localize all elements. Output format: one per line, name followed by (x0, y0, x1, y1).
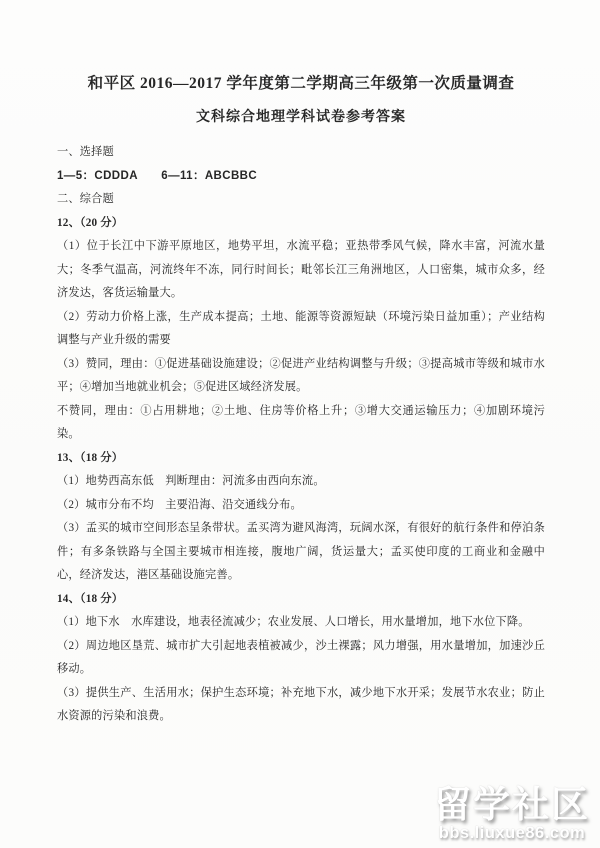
watermark (434, 786, 590, 842)
watermark-site-url: bbs.liuxue86.com (438, 824, 586, 842)
question-12-answer-1: （1）位于长江中下游平原地区，地势平坦，水流平稳；亚热带季风气候，降水丰富，河流水量大；冬季气温高，河流终年不冻，同行时间长；毗邻长江三角洲地区，人口密集，城市众多，经济发达，客货运输量大。 (57, 240, 545, 299)
question-13-header: 13、（18 分） (57, 451, 124, 464)
question-14-answer-3: （3）提供生产、生活用水；保护生态环境；补充地下水，减少地下水开采；发展节水农业；防止水资源的污染和浪费。 (57, 686, 545, 722)
section-heading-comprehensive: 二、综合题 (57, 193, 114, 205)
section-heading-multiple-choice: 一、选择题 (57, 146, 114, 158)
exam-title: 和平区 2016—2017 学年度第二学期高三年级第一次质量调查 (87, 75, 515, 92)
question-14-answer-1: （1）地下水 水库建设，地表径流减少；农业发展、人口增长，用水量增加，地下水位下降。 (57, 616, 530, 628)
question-12-answer-2: （2）劳动力价格上涨，生产成本提高；土地、能源等资源短缺（环境污染日益加重）；产业结构调整与产业升级的需要 (57, 310, 545, 346)
question-12-answer-3-agree: （3）赞同，理由：①促进基础设施建设；②促进产业结构调整与升级；③提高城市等级和城市水平；④增加当地就业机会；⑤促进区域经济发展。 (57, 357, 545, 393)
question-14-answer-2: （2）周边地区垦荒、城市扩大引起地表植被减少，沙土裸露；风力增强，用水量增加，加速沙丘移动。 (57, 639, 545, 675)
question-13-answer-3: （3）孟买的城市空间形态呈条带状。孟买湾为避风海湾，玩阔水深，有很好的航行条件和停泊条件；有多条铁路与全国主要城市相连接，腹地广阔，货运量大；孟买使印度的工商业和金融中心，经济发达，港区基础设施完善。 (57, 522, 545, 581)
question-12-header: 12、（20 分） (57, 216, 124, 229)
exam-subtitle: 文科综合地理学科试卷参考答案 (196, 110, 406, 125)
question-13-answer-1: （1）地势西高东低 判断理由：河流多由西向东流。 (57, 475, 325, 487)
question-13-answer-2: （2）城市分布不均 主要沿海、沿交通线分布。 (57, 498, 302, 511)
question-12-answer-3-disagree: 不赞同，理由：①占用耕地；②土地、住房等价格上升；③增大交通运输压力；④加剧环境污染。 (57, 404, 545, 440)
multiple-choice-answers: 1—5：CDDDA 6—11：ABCBBC (57, 169, 258, 182)
watermark-site-name: 留学社区 (434, 784, 590, 825)
question-14-header: 14、（18 分） (57, 592, 124, 605)
